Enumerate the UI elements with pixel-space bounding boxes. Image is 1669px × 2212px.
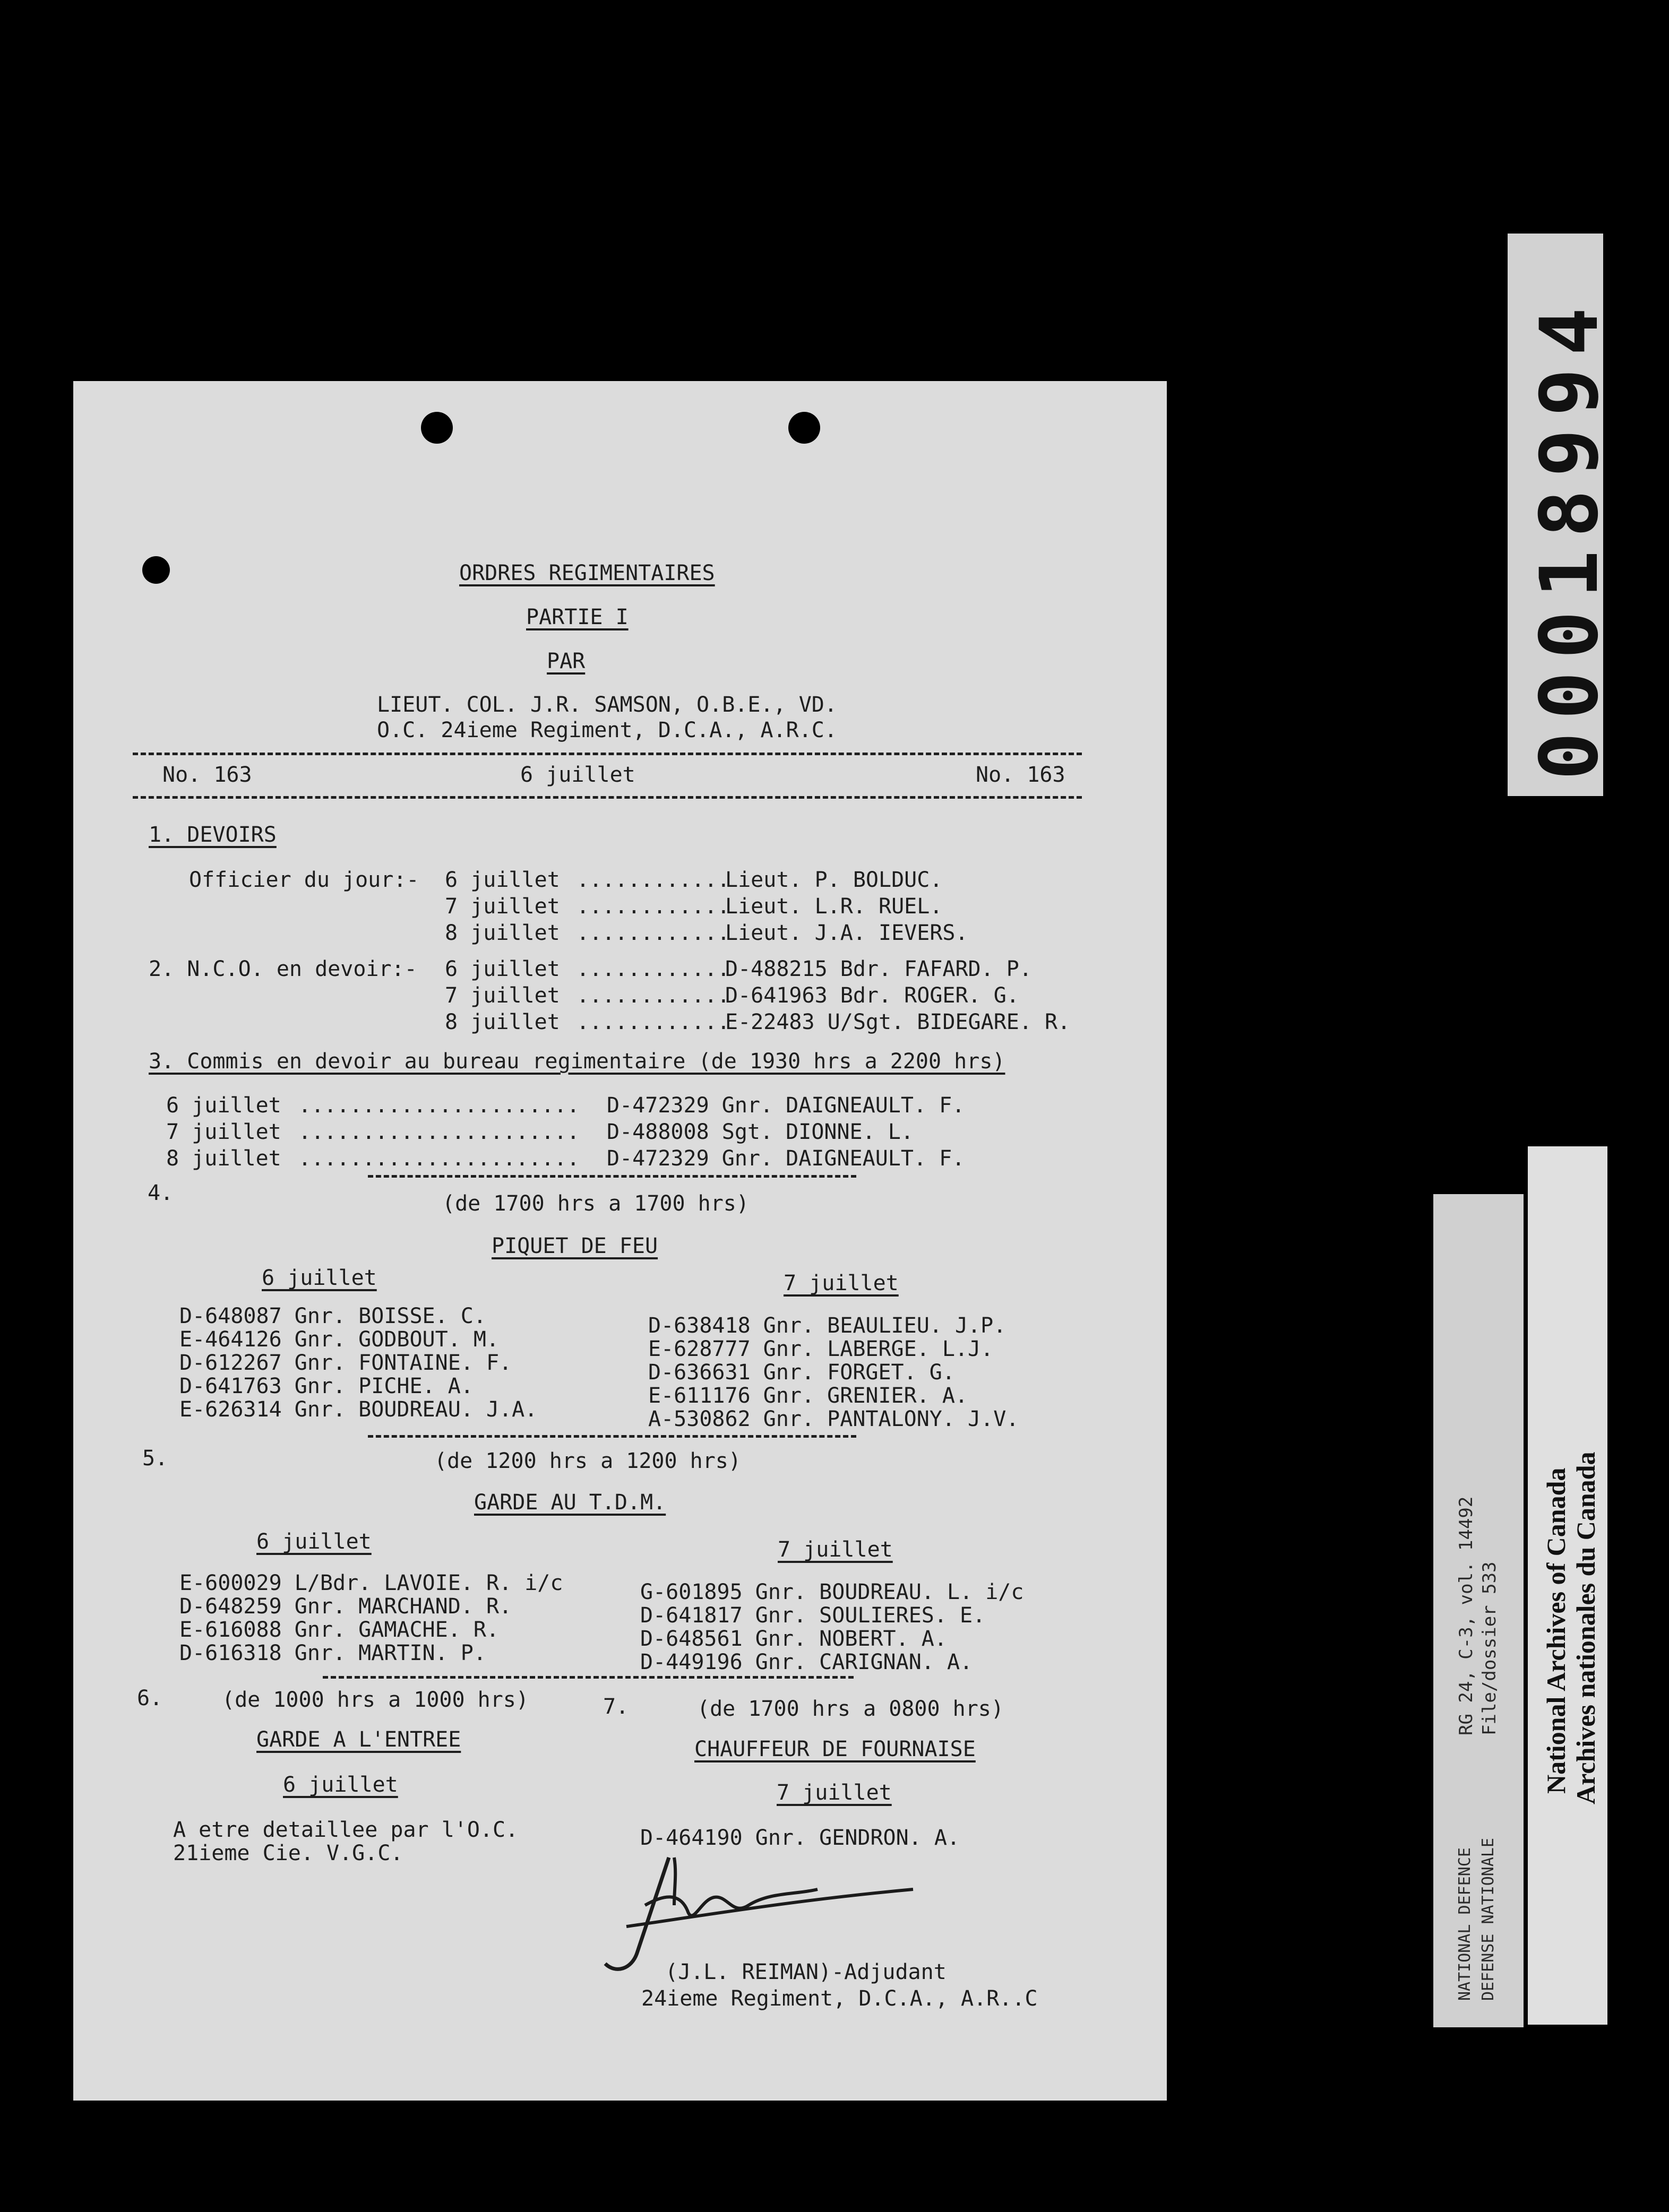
entrance-note: A etre detaillee par l'O.C. bbox=[173, 1818, 519, 1842]
entrance-note: 21ieme Cie. V.G.C. bbox=[173, 1841, 403, 1865]
frame-number-strip bbox=[1508, 234, 1616, 796]
punch-hole bbox=[421, 412, 453, 444]
duty-name: Lieut. L.R. RUEL. bbox=[725, 894, 943, 919]
section-heading: PIQUET DE FEU bbox=[492, 1234, 658, 1258]
dot-leader: ...................... bbox=[298, 1146, 580, 1171]
dot-leader: ............ bbox=[577, 868, 730, 892]
dot-leader: ...................... bbox=[298, 1120, 580, 1144]
duty-name: Lieut. P. BOLDUC. bbox=[725, 868, 943, 892]
dot-leader: ............ bbox=[577, 1010, 730, 1034]
nco-name: E-22483 U/Sgt. BIDEGARE. R. bbox=[725, 1010, 1071, 1034]
clerk-day: 8 juillet bbox=[166, 1146, 281, 1171]
roster-entry: E-628777 Gnr. LABERGE. L.J. bbox=[648, 1337, 994, 1361]
roster-entry: D-449196 Gnr. CARIGNAN. A. bbox=[640, 1650, 973, 1674]
clerk-name: D-472329 Gnr. DAIGNEAULT. F. bbox=[607, 1146, 965, 1171]
order-date: 6 juillet bbox=[520, 763, 635, 787]
roster-entry: D-641763 Gnr. PICHE. A. bbox=[179, 1374, 474, 1398]
order-number-left: No. 163 bbox=[162, 763, 252, 787]
department-en: NATIONAL DEFENCE bbox=[1456, 1847, 1474, 2001]
roster-entry: E-600029 L/Bdr. LAVOIE. R. i/c bbox=[179, 1571, 563, 1595]
archive-reference: RG 24, C-3, vol. 14492 bbox=[1456, 1496, 1477, 1735]
frame-number: 00018994 bbox=[1524, 295, 1616, 780]
signatory-unit: 24ieme Regiment, D.C.A., A.R..C bbox=[641, 1986, 1038, 2011]
roster-entry: D-612267 Gnr. FONTAINE. F. bbox=[179, 1351, 512, 1375]
roster-entry: A-530862 Gnr. PANTALONY. J.V. bbox=[648, 1407, 1019, 1431]
roster-entry: D-648561 Gnr. NOBERT. A. bbox=[640, 1627, 947, 1651]
roster-entry: E-611176 Gnr. GRENIER. A. bbox=[648, 1384, 968, 1408]
column-day: 6 juillet bbox=[256, 1530, 372, 1554]
roster-entry: D-636631 Gnr. FORGET. G. bbox=[648, 1360, 955, 1385]
duty-day: 8 juillet bbox=[445, 921, 560, 945]
section-number: 6. bbox=[137, 1686, 163, 1710]
archives-name-en: National Archives of Canada bbox=[1541, 1467, 1571, 1794]
nco-label: 2. N.C.O. en devoir:- bbox=[149, 957, 417, 981]
archive-label bbox=[1433, 1194, 1524, 2027]
nco-day: 6 juillet bbox=[445, 957, 560, 981]
section-hours: (de 1200 hrs a 1200 hrs) bbox=[434, 1449, 741, 1473]
furnace-entry: D-464190 Gnr. GENDRON. A. bbox=[640, 1826, 960, 1850]
duty-day: 6 juillet bbox=[445, 868, 560, 892]
duty-label: Officier du jour:- bbox=[189, 868, 419, 892]
section-heading: CHAUFFEUR DE FOURNAISE bbox=[694, 1737, 976, 1761]
document-title: ORDRES REGIMENTAIRES bbox=[459, 561, 715, 585]
dot-leader: ............ bbox=[577, 983, 730, 1008]
column-day: 7 juillet bbox=[778, 1537, 893, 1562]
duty-name: Lieut. J.A. IEVERS. bbox=[725, 921, 968, 945]
dot-leader: ............ bbox=[577, 894, 730, 919]
par-label: PAR bbox=[547, 649, 586, 673]
section-heading: 3. Commis en devoir au bureau regimentaire (de 1930 hrs a 2200 hrs) bbox=[149, 1049, 1005, 1074]
roster-entry: D-648087 Gnr. BOISSE. C. bbox=[179, 1304, 486, 1328]
section-hours: (de 1700 hrs a 0800 hrs) bbox=[697, 1697, 1004, 1721]
separator bbox=[133, 753, 1082, 755]
column-day: 6 juillet bbox=[262, 1266, 377, 1290]
separator bbox=[368, 1175, 856, 1178]
archives-canada-label bbox=[1528, 1146, 1607, 2025]
roster-entry: E-616088 Gnr. GAMACHE. R. bbox=[179, 1618, 500, 1642]
column-day: 6 juillet bbox=[283, 1773, 398, 1797]
nco-day: 7 juillet bbox=[445, 983, 560, 1008]
handwritten-signature bbox=[595, 1842, 934, 2001]
order-number-right: No. 163 bbox=[976, 763, 1065, 787]
separator bbox=[368, 1435, 856, 1438]
roster-entry: G-601895 Gnr. BOUDREAU. L. i/c bbox=[640, 1580, 1024, 1604]
section-hours: (de 1700 hrs a 1700 hrs) bbox=[442, 1191, 749, 1216]
department-fr: DEFENSE NATIONALE bbox=[1479, 1837, 1498, 2001]
section-heading: GARDE A L'ENTREE bbox=[256, 1727, 461, 1752]
roster-entry: D-638418 Gnr. BEAULIEU. J.P. bbox=[648, 1314, 1006, 1338]
section-number: 5. bbox=[142, 1446, 168, 1471]
clerk-name: D-488008 Sgt. DIONNE. L. bbox=[607, 1120, 914, 1144]
dot-leader: ............ bbox=[577, 921, 730, 945]
punch-hole bbox=[142, 556, 170, 584]
dot-leader: ...................... bbox=[298, 1093, 580, 1118]
section-number: 4. bbox=[148, 1181, 174, 1205]
archives-name-fr: Archives nationales du Canada bbox=[1571, 1451, 1601, 1804]
nco-day: 8 juillet bbox=[445, 1010, 560, 1034]
archive-file: File/dossier 533 bbox=[1479, 1561, 1500, 1735]
column-day: 7 juillet bbox=[777, 1781, 892, 1805]
roster-entry: E-464126 Gnr. GODBOUT. M. bbox=[179, 1327, 500, 1352]
roster-entry: D-641817 Gnr. SOULIERES. E. bbox=[640, 1603, 986, 1628]
separator bbox=[133, 796, 1082, 799]
nco-name: D-488215 Bdr. FAFARD. P. bbox=[725, 957, 1032, 981]
column-day: 7 juillet bbox=[784, 1271, 899, 1295]
part-label: PARTIE I bbox=[526, 605, 629, 629]
section-heading: 1. DEVOIRS bbox=[149, 823, 277, 847]
duty-day: 7 juillet bbox=[445, 894, 560, 919]
signatory-name: (J.L. REIMAN)-Adjudant bbox=[665, 1960, 947, 1984]
roster-entry: E-626314 Gnr. BOUDREAU. J.A. bbox=[179, 1397, 538, 1422]
roster-entry: D-616318 Gnr. MARTIN. P. bbox=[179, 1641, 486, 1665]
section-heading: GARDE AU T.D.M. bbox=[474, 1490, 666, 1515]
dot-leader: ............ bbox=[577, 957, 730, 981]
punch-hole bbox=[788, 412, 820, 444]
section-hours: (de 1000 hrs a 1000 hrs) bbox=[222, 1688, 529, 1712]
section-number: 7. bbox=[603, 1695, 629, 1719]
separator bbox=[323, 1676, 854, 1679]
commander-line: LIEUT. COL. J.R. SAMSON, O.B.E., VD. bbox=[377, 693, 837, 717]
nco-name: D-641963 Bdr. ROGER. G. bbox=[725, 983, 1019, 1008]
roster-entry: D-648259 Gnr. MARCHAND. R. bbox=[179, 1594, 512, 1619]
clerk-name: D-472329 Gnr. DAIGNEAULT. F. bbox=[607, 1093, 965, 1118]
clerk-day: 7 juillet bbox=[166, 1120, 281, 1144]
unit-line: O.C. 24ieme Regiment, D.C.A., A.R.C. bbox=[377, 718, 837, 742]
clerk-day: 6 juillet bbox=[166, 1093, 281, 1118]
